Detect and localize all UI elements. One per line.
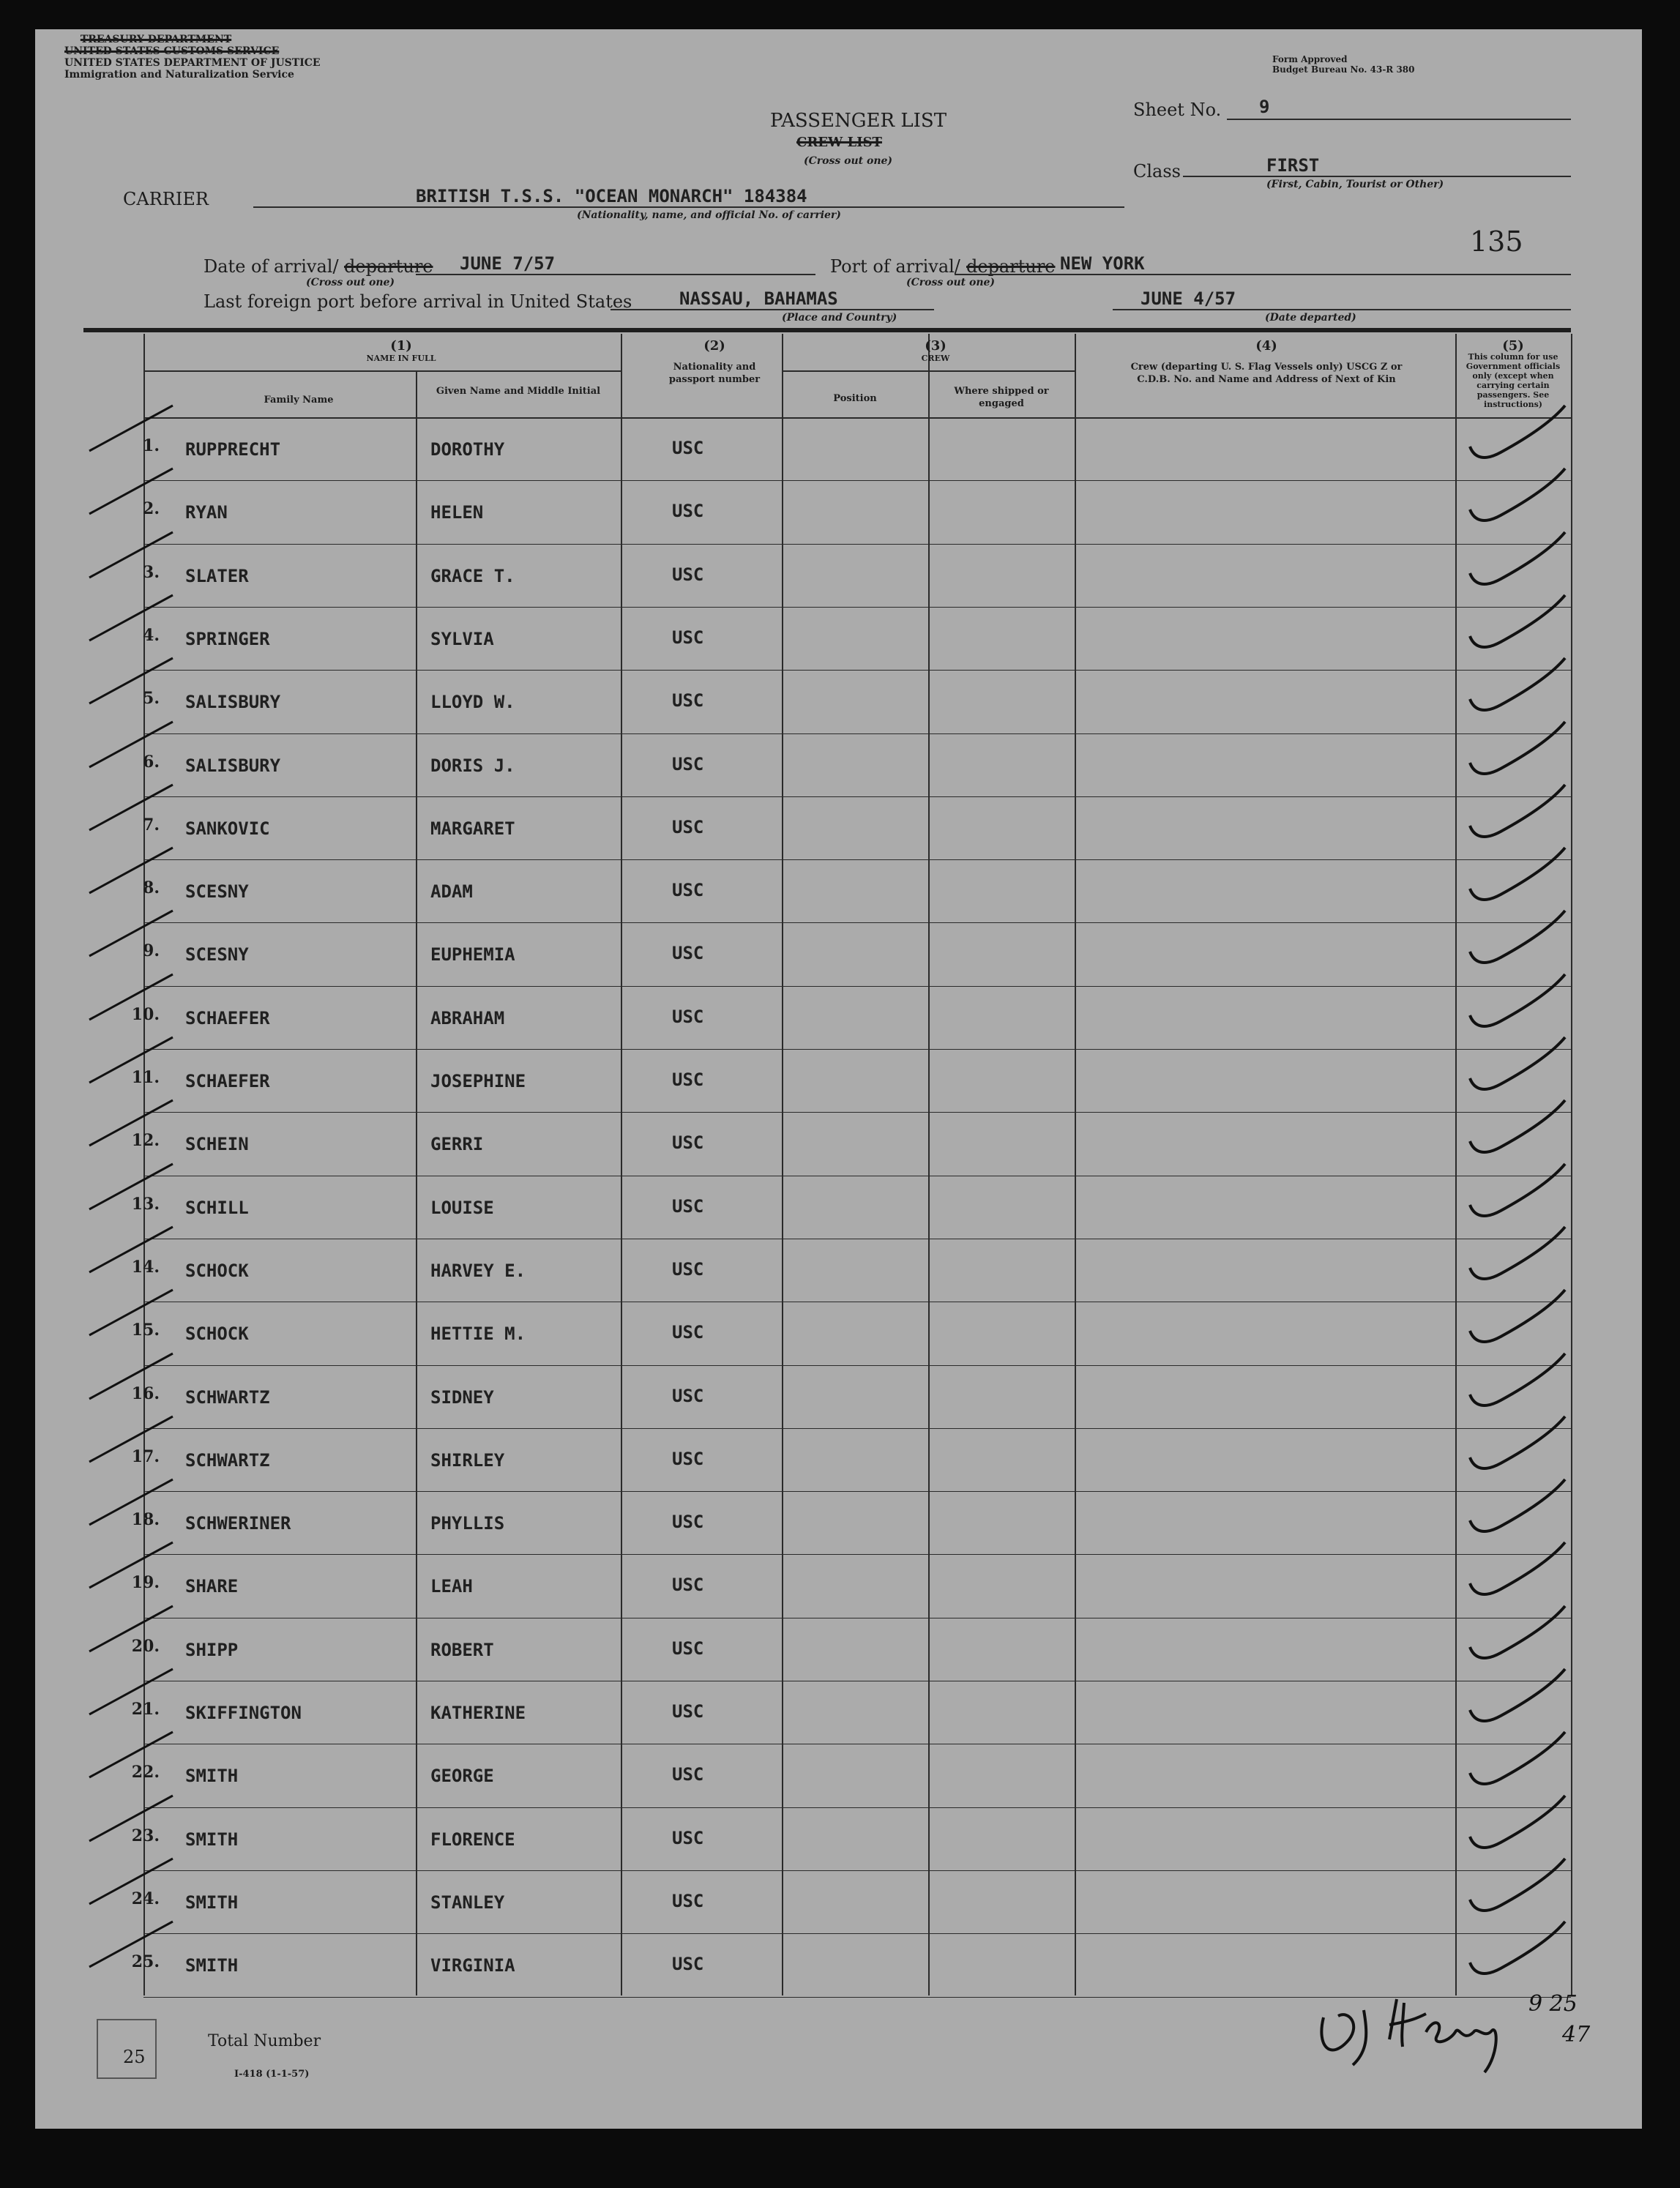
given-name: GEORGE [430,1766,494,1786]
nationality: USC [672,754,704,774]
given-name: ROBERT [430,1640,494,1660]
nationality: USC [672,817,704,837]
table-row [35,1049,1642,1113]
nationality: USC [672,1322,704,1343]
col5-number: (5) [1502,338,1524,354]
family-name: SCHAEFER [185,1071,270,1091]
header-split-crew [782,370,1075,372]
row-number: 10. [131,1005,160,1024]
checkmark-icon [1455,717,1572,783]
col1-title: NAME IN FULL [366,354,436,363]
col1-header [145,340,657,365]
given-name: SHIRLEY [430,1450,505,1471]
family-name: SPRINGER [185,629,270,649]
family-name: RUPPRECHT [185,439,281,460]
checkmark-icon [1455,1791,1572,1857]
given-name: DORIS J. [430,755,515,776]
budget-bureau: Budget Bureau No. 43-R 380 [1272,64,1415,75]
checkmark-icon [1455,1222,1572,1288]
col3b-header: Where shipped or engaged [954,386,1049,409]
sheet-underline [1227,119,1571,120]
row-number: 24. [131,1889,160,1908]
table-row [35,1428,1642,1493]
nationality: USC [672,438,704,458]
col2-header [637,340,792,386]
table-row [35,1681,1642,1745]
row-number: 17. [131,1447,160,1466]
family-name: SCHWERINER [185,1513,291,1534]
class-value: FIRST [1266,155,1320,176]
given-name: EUPHEMIA [430,944,515,965]
family-name: SCHOCK [185,1261,249,1281]
form-approved: Form Approved [1272,54,1348,64]
nationality: USC [672,627,704,648]
row-number: 22. [131,1763,160,1782]
checkmark-icon [1455,1538,1572,1604]
given-name: ABRAHAM [430,1008,505,1028]
checkmark-icon [1455,464,1572,530]
sheet-number: 9 [1259,97,1270,117]
family-name: SCESNY [185,944,249,965]
table-row [35,1554,1642,1618]
arrival-date: JUNE 7/57 [460,253,556,274]
table-row [35,1807,1642,1872]
family-name: SALISBURY [185,692,281,712]
nationality: USC [672,1132,704,1153]
row-number: 5. [143,689,160,708]
header-split-name [143,370,621,372]
arrival-date-caption: (Cross out one) [306,277,395,288]
row-number: 13. [131,1195,160,1214]
nationality: USC [672,1007,704,1027]
given-name: DOROTHY [430,439,505,460]
col3-title: CREW [921,354,950,363]
checkmark-icon [1455,654,1572,720]
given-name: PHYLLIS [430,1513,505,1534]
sheet-label: Sheet No. [1133,100,1222,120]
nationality: USC [672,1449,704,1469]
nationality: USC [672,1828,704,1848]
checkmark-icon [1455,1854,1572,1920]
passenger-list-sheet [35,29,1642,2129]
row-number: 6. [143,753,160,772]
table-row [35,1302,1642,1366]
family-name: SCHWARTZ [185,1387,270,1408]
col1-number: (1) [390,338,412,354]
arrival-port: NEW YORK [1060,253,1145,274]
given-name: GRACE T. [430,566,515,586]
agency-line-4: Immigration and Naturalization Service [64,69,294,81]
checkmark-icon [1455,1602,1572,1668]
nationality: USC [672,1069,704,1090]
nationality: USC [672,1764,704,1785]
checkmark-icon [1455,401,1572,467]
date-of-arrival-label: Date of arrival/ [204,256,339,277]
nationality: USC [672,1259,704,1280]
signature-image [1309,1981,1528,2076]
checkmark-icon [1455,843,1572,909]
nationality: USC [672,501,704,521]
table-row [35,670,1642,734]
last-port-date-caption: (Date departed) [1265,312,1356,324]
table-row [35,607,1642,671]
row-number: 15. [131,1321,160,1340]
row-number: 8. [143,878,160,897]
nationality: USC [672,564,704,585]
given-name: FLORENCE [430,1829,515,1850]
row-number: 16. [131,1384,160,1403]
table-row [35,544,1642,608]
table-row [35,1112,1642,1176]
col3-number: (3) [925,338,947,354]
col3a-header: Position [833,393,877,404]
checkmark-icon [1455,1728,1572,1793]
crew-list-struck: CREW LIST [796,135,882,150]
row-number: 23. [131,1826,160,1845]
col5-title: This column for use Government officials only (except when carrying certain passengers. See instructions) [1466,352,1561,409]
given-name: JOSEPHINE [430,1071,526,1091]
given-name: KATHERINE [430,1703,526,1723]
class-caption: (First, Cabin, Tourist or Other) [1266,179,1444,190]
family-name: SLATER [185,566,249,586]
agency-line-3: UNITED STATES DEPARTMENT OF JUSTICE [64,57,321,69]
family-name: SHIPP [185,1640,239,1660]
family-name: SCHEIN [185,1134,249,1154]
nationality: USC [672,1386,704,1406]
total-box [97,2019,157,2079]
signature-note-b: 47 [1562,2022,1591,2047]
arrival-port-caption: (Cross out one) [906,277,996,288]
table-row [35,417,1642,482]
table-row [35,1744,1642,1808]
col2-number: (2) [703,338,725,354]
checkmark-icon [1455,906,1572,972]
title-cross-out-caption: (Cross out one) [804,155,893,167]
given-name: ADAM [430,881,473,902]
col4-header [1075,340,1458,386]
nationality: USC [672,690,704,711]
arrival-port-underline [955,274,1571,275]
row-number: 3. [143,563,160,582]
checkmark-icon [1455,1096,1572,1162]
checkmark-icon [1455,1285,1572,1351]
family-name: RYAN [185,502,228,523]
table-row [35,859,1642,924]
checkmark-icon [1455,1665,1572,1730]
given-name: LLOYD W. [430,692,515,712]
family-name: SHARE [185,1576,239,1597]
col1a-header: Family Name [264,395,334,406]
checkmark-icon [1455,1160,1572,1225]
given-name: HETTIE M. [430,1323,526,1344]
given-name: VIRGINIA [430,1955,515,1976]
checkmark-icon [1455,591,1572,657]
form-number: I-418 (1-1-57) [234,2069,310,2080]
table-row [35,1870,1642,1935]
row-number: 11. [131,1068,160,1087]
family-name: SMITH [185,1892,239,1913]
agency-line-2: UNITED STATES CUSTOMS SERVICE [64,45,280,57]
family-name: SCHOCK [185,1323,249,1344]
stamp-number: 135 [1470,225,1523,258]
row-number: 4. [143,626,160,645]
given-name: SYLVIA [430,629,494,649]
row-number: 18. [131,1510,160,1529]
family-name: SCHILL [185,1198,249,1218]
class-underline [1183,176,1571,177]
table-row [35,922,1642,987]
given-name: MARGARET [430,818,515,839]
row-number: 12. [131,1131,160,1150]
nationality: USC [672,943,704,963]
checkmark-icon [1455,1412,1572,1478]
row-number: 21. [131,1700,160,1719]
last-port-label: Last foreign port before arrival in United States [204,291,632,312]
family-name: SMITH [185,1955,239,1976]
nationality: USC [672,1891,704,1911]
checkmark-icon [1455,1917,1572,1983]
given-name: SIDNEY [430,1387,494,1408]
row-number: 20. [131,1637,160,1656]
family-name: SKIFFINGTON [185,1703,302,1723]
family-name: SMITH [185,1829,239,1850]
page-title: PASSENGER LIST [770,110,947,132]
last-port-date-underline [1113,309,1571,310]
given-name: HELEN [430,502,484,523]
table-row [35,986,1642,1050]
nationality: USC [672,1512,704,1532]
checkmark-icon [1455,1033,1572,1099]
total-label: Total Number [208,2032,321,2050]
last-port-value: NASSAU, BAHAMAS [679,288,838,309]
table-row [35,1491,1642,1556]
given-name: LOUISE [430,1198,494,1218]
col1b-header: Given Name and Middle Initial [436,386,601,397]
port-of-arrival-label: Port of arrival/ [830,256,960,277]
family-name: SALISBURY [185,755,281,776]
given-name: HARVEY E. [430,1261,526,1281]
table-row [35,480,1642,545]
table-row [35,1176,1642,1240]
nationality: USC [672,1638,704,1659]
table-row [35,1239,1642,1303]
table-row [35,796,1642,861]
family-name: SMITH [185,1766,239,1786]
port-departure-struck: departure [966,256,1056,277]
total-value: 25 [123,2047,146,2067]
agency-line-1: TREASURY DEPARTMENT [80,34,232,45]
carrier-label: CARRIER [123,189,209,209]
date-departure-struck: departure [344,256,433,277]
nationality: USC [672,1196,704,1217]
row-number: 25. [131,1952,160,1971]
family-name: SANKOVIC [185,818,270,839]
class-label: Class [1133,161,1181,182]
given-name: STANLEY [430,1892,505,1913]
col4-title: Crew (departing U. S. Flag Vessels only) USCG Z or C.D.B. No. and Name and Address of Next of Kin [1130,362,1403,385]
checkmark-icon [1455,1475,1572,1541]
given-name: GERRI [430,1134,484,1154]
header-rule [83,328,1571,332]
carrier-value: BRITISH T.S.S. "OCEAN MONARCH" 184384 [416,186,807,206]
row-number: 9. [143,941,160,960]
col5-header [1455,340,1571,409]
row-number: 2. [143,499,160,518]
last-port-caption: (Place and Country) [782,312,897,324]
table-row [35,1365,1642,1430]
table-row [35,733,1642,798]
nationality: USC [672,1701,704,1722]
nationality: USC [672,880,704,900]
agency-block [64,34,321,81]
family-name: SCHAEFER [185,1008,270,1028]
row-number: 14. [131,1258,160,1277]
family-name: SCESNY [185,881,249,902]
col2-title: Nationality and passport number [668,362,761,385]
col3-header [782,340,1089,365]
checkmark-icon [1455,970,1572,1036]
row-number: 19. [131,1573,160,1592]
checkmark-icon [1455,780,1572,846]
nationality: USC [672,1954,704,1974]
family-name: SCHWARTZ [185,1450,270,1471]
carrier-caption: (Nationality, name, and official No. of carrier) [577,209,841,221]
row-number: 1. [143,436,160,455]
form-approved-block [1272,54,1415,75]
arrival-date-underline [416,274,815,275]
last-port-date: JUNE 4/57 [1140,288,1236,309]
carrier-underline [253,206,1124,208]
nationality: USC [672,1575,704,1595]
given-name: LEAH [430,1576,473,1597]
signature-note-a: 9 25 [1528,1991,1578,2017]
row-number: 7. [143,815,160,834]
col4-number: (4) [1255,338,1277,354]
checkmark-icon [1455,528,1572,594]
checkmark-icon [1455,1349,1572,1415]
table-row [35,1618,1642,1682]
last-port-underline [611,309,934,310]
